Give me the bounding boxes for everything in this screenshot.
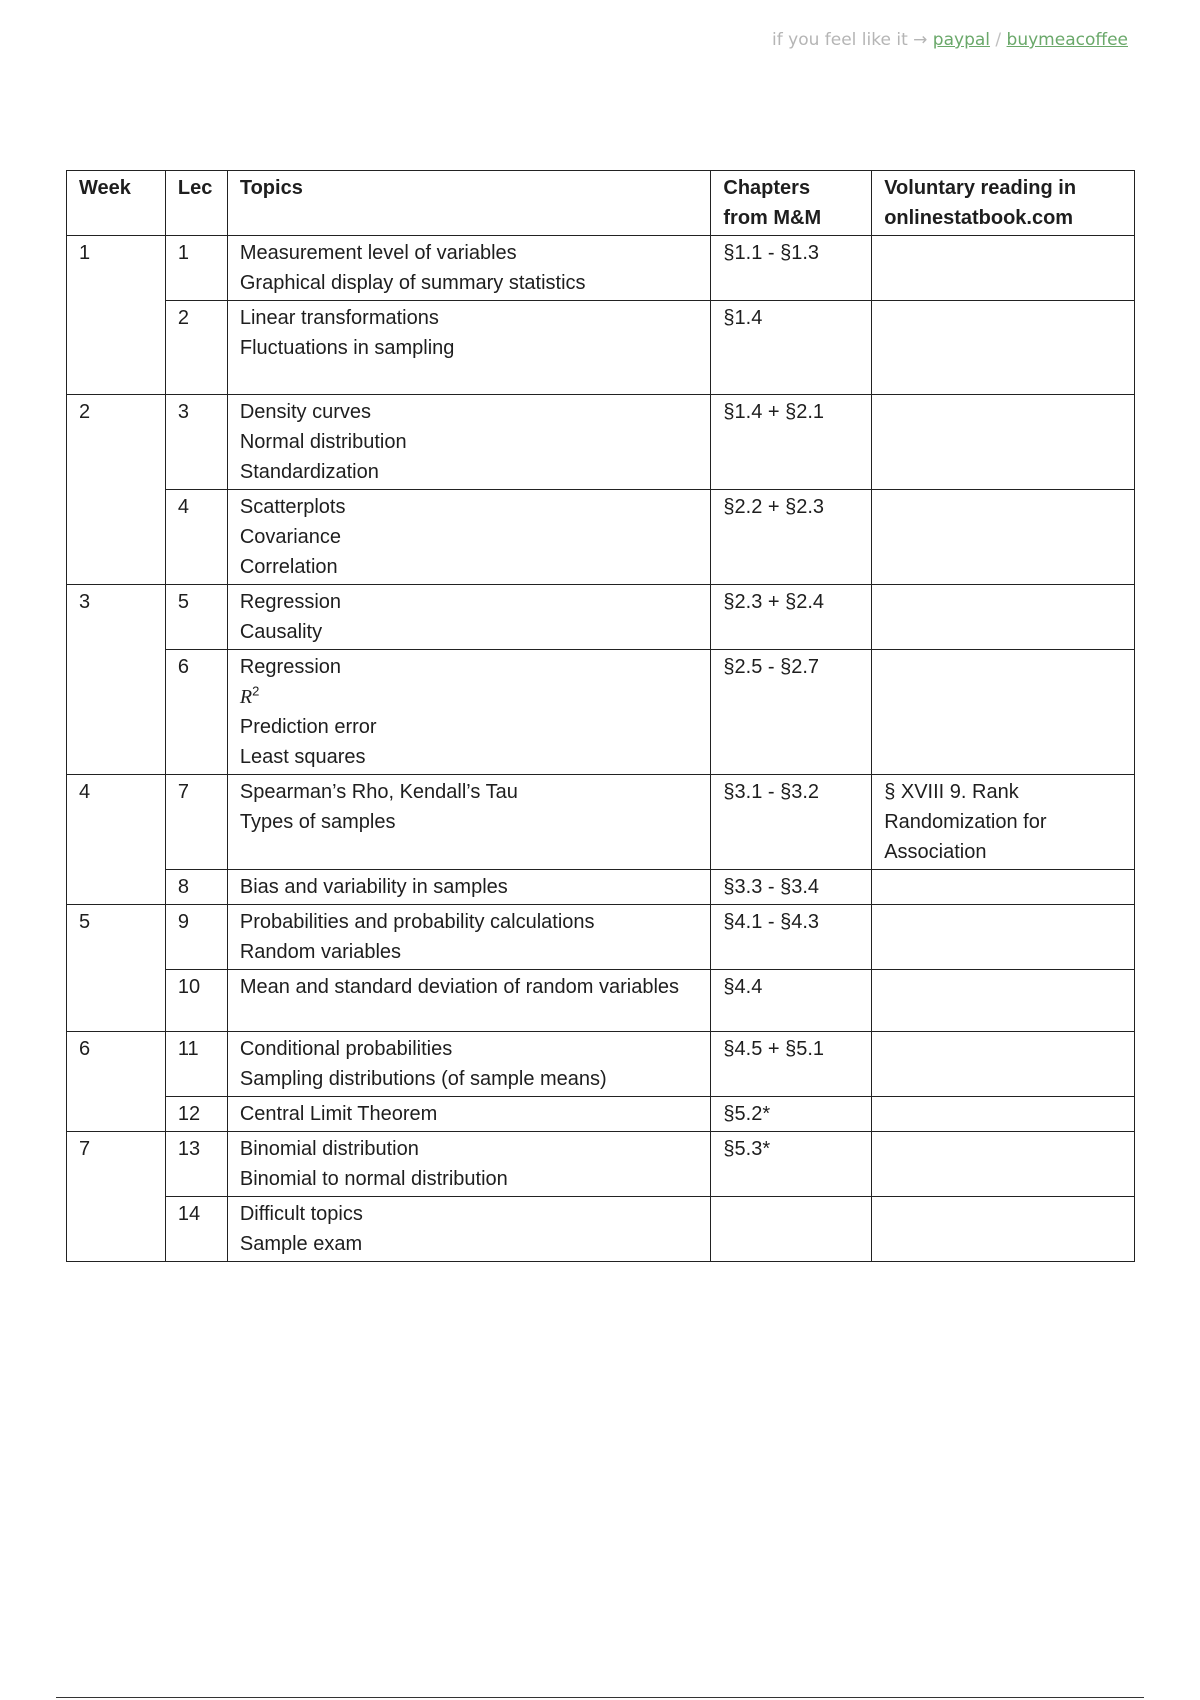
week-cell: 3 bbox=[67, 585, 166, 775]
r-squared-symbol: $R^2$ bbox=[239, 683, 260, 708]
chapters-cell: §4.4 bbox=[711, 970, 872, 1032]
header-row bbox=[67, 171, 1135, 236]
table-row bbox=[67, 905, 1135, 970]
lec-cell: 13 bbox=[165, 1132, 227, 1197]
chapters-cell: §1.1 - §1.3 bbox=[711, 236, 872, 301]
topics-cell: Mean and standard deviation of random variables bbox=[227, 970, 711, 1032]
topics-cell: Bias and variability in samples bbox=[227, 870, 711, 905]
week-cell: 2 bbox=[67, 395, 166, 585]
reading-cell bbox=[872, 395, 1135, 490]
header-chapters: Chapters from M&M bbox=[711, 171, 872, 236]
support-text: if you feel like it → bbox=[772, 30, 928, 50]
reading-cell bbox=[872, 650, 1135, 775]
topics-cell: Spearman’s Rho, Kendall’s Tau Types of samples bbox=[227, 775, 711, 870]
reading-cell bbox=[872, 301, 1135, 395]
reading-cell: § XVIII 9. Rank Randomization for Association bbox=[872, 775, 1135, 870]
lec-cell: 10 bbox=[165, 970, 227, 1032]
table-row bbox=[67, 1032, 1135, 1097]
table-row bbox=[67, 1197, 1135, 1262]
chapters-cell: §1.4 + §2.1 bbox=[711, 395, 872, 490]
week-cell: 5 bbox=[67, 905, 166, 1032]
lecture-schedule-table bbox=[66, 170, 1135, 1262]
chapters-cell bbox=[711, 1197, 872, 1262]
reading-cell bbox=[872, 1197, 1135, 1262]
reading-cell bbox=[872, 870, 1135, 905]
week-cell: 4 bbox=[67, 775, 166, 905]
footer-divider bbox=[56, 1697, 1144, 1698]
lec-cell: 11 bbox=[165, 1032, 227, 1097]
chapters-cell: §1.4 bbox=[711, 301, 872, 395]
reading-cell bbox=[872, 905, 1135, 970]
header-lec: Lec bbox=[165, 171, 227, 236]
header-topics: Topics bbox=[227, 171, 711, 236]
reading-cell bbox=[872, 1132, 1135, 1197]
table-row bbox=[67, 1132, 1135, 1197]
topics-cell: Linear transformations Fluctuations in sampling bbox=[227, 301, 711, 395]
topics-cell: Regression $R^2$ Prediction error Least squares bbox=[227, 650, 711, 775]
reading-cell bbox=[872, 1032, 1135, 1097]
lec-cell: 9 bbox=[165, 905, 227, 970]
table-row bbox=[67, 1097, 1135, 1132]
chapters-cell: §4.1 - §4.3 bbox=[711, 905, 872, 970]
chapters-cell: §2.3 + §2.4 bbox=[711, 585, 872, 650]
chapters-cell: §2.5 - §2.7 bbox=[711, 650, 872, 775]
lec-cell: 5 bbox=[165, 585, 227, 650]
chapters-cell: §5.3* bbox=[711, 1132, 872, 1197]
week-cell: 7 bbox=[67, 1132, 166, 1262]
topics-cell: Regression Causality bbox=[227, 585, 711, 650]
lec-cell: 2 bbox=[165, 301, 227, 395]
header-voluntary-reading: Voluntary reading in onlinestatbook.com bbox=[872, 171, 1135, 236]
chapters-cell: §4.5 + §5.1 bbox=[711, 1032, 872, 1097]
topics-cell: Scatterplots Covariance Correlation bbox=[227, 490, 711, 585]
table-row bbox=[67, 650, 1135, 775]
buymeacoffee-link[interactable]: buymeacoffee bbox=[1006, 30, 1128, 50]
lec-cell: 14 bbox=[165, 1197, 227, 1262]
table-row bbox=[67, 970, 1135, 1032]
reading-cell bbox=[872, 585, 1135, 650]
table-row bbox=[67, 490, 1135, 585]
lec-cell: 4 bbox=[165, 490, 227, 585]
lec-cell: 12 bbox=[165, 1097, 227, 1132]
header-week: Week bbox=[67, 171, 166, 236]
reading-cell bbox=[872, 236, 1135, 301]
week-cell: 1 bbox=[67, 236, 166, 395]
lec-cell: 7 bbox=[165, 775, 227, 870]
topics-cell: Density curves Normal distribution Standardization bbox=[227, 395, 711, 490]
chapters-cell: §5.2* bbox=[711, 1097, 872, 1132]
chapters-cell: §3.1 - §3.2 bbox=[711, 775, 872, 870]
topics-cell: Difficult topics Sample exam bbox=[227, 1197, 711, 1262]
week-cell: 6 bbox=[67, 1032, 166, 1132]
topics-cell: Probabilities and probability calculations Random variables bbox=[227, 905, 711, 970]
chapters-cell: §2.2 + §2.3 bbox=[711, 490, 872, 585]
table-row bbox=[67, 870, 1135, 905]
support-banner bbox=[772, 30, 1128, 50]
reading-cell bbox=[872, 490, 1135, 585]
reading-cell bbox=[872, 970, 1135, 1032]
table-row bbox=[67, 585, 1135, 650]
link-separator: / bbox=[995, 30, 1002, 50]
paypal-link[interactable]: paypal bbox=[932, 30, 990, 50]
table-row bbox=[67, 395, 1135, 490]
lec-cell: 1 bbox=[165, 236, 227, 301]
lec-cell: 8 bbox=[165, 870, 227, 905]
topics-cell: Measurement level of variables Graphical display of summary statistics bbox=[227, 236, 711, 301]
lec-cell: 3 bbox=[165, 395, 227, 490]
chapters-cell: §3.3 - §3.4 bbox=[711, 870, 872, 905]
topics-cell: Conditional probabilities Sampling distributions (of sample means) bbox=[227, 1032, 711, 1097]
table-row bbox=[67, 775, 1135, 870]
table-row bbox=[67, 236, 1135, 301]
topics-cell: Central Limit Theorem bbox=[227, 1097, 711, 1132]
table-row bbox=[67, 301, 1135, 395]
topics-cell: Binomial distribution Binomial to normal distribution bbox=[227, 1132, 711, 1197]
reading-cell bbox=[872, 1097, 1135, 1132]
lec-cell: 6 bbox=[165, 650, 227, 775]
